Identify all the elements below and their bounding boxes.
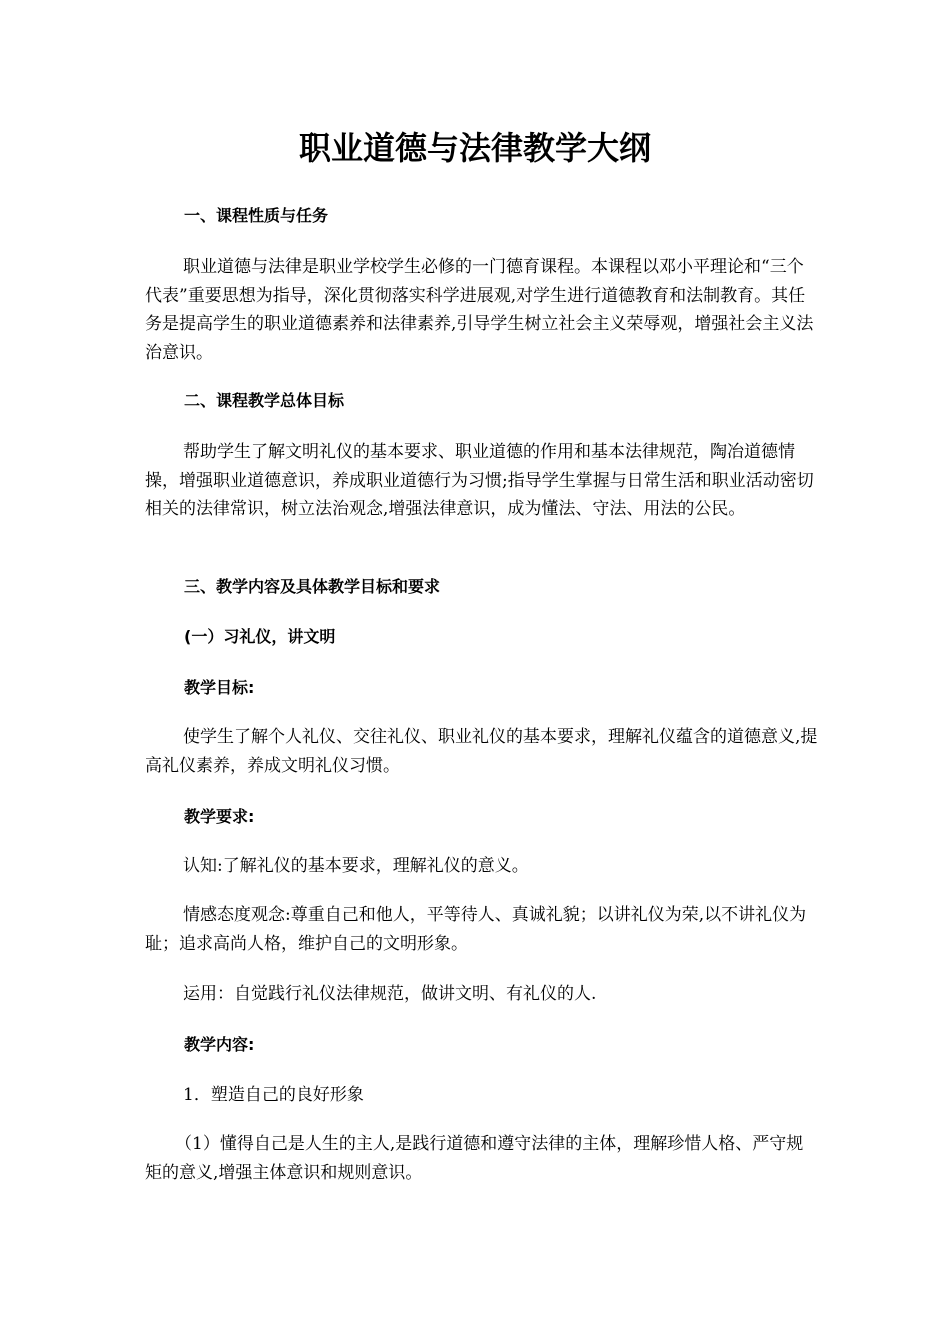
unit-heading-1: (一）习礼仪，讲文明 — [184, 627, 336, 646]
teaching-goal-label: 教学目标: — [184, 678, 255, 697]
teaching-content-label: 教学内容: — [184, 1035, 255, 1054]
section-heading-3: 三、教学内容及具体教学目标和要求 — [184, 577, 441, 596]
section-paragraph-1: 职业道德与法律是职业学校学生必修的一门德育课程。本课程以邓小平理论和“三个代表”重要思想为指导，深化贯彻落实科学进展观,对学生进行道德教育和法制教育。其任务是提高学生的职业道德素养和法律素养,引导学生树立社会主义荣辱观，增强社会主义法治意识。 — [145, 257, 814, 363]
content-item-1-1: （1）懂得自己是人生的主人,是践行道德和遵守法律的主体，理解珍惜人格、严守规矩的意义,增强主体意识和规则意识。 — [145, 1134, 804, 1183]
section-paragraph-2: 帮助学生了解文明礼仪的基本要求、职业道德的作用和基本法律规范，陶冶道德情操，增强职业道德意识，养成职业道德行为习惯;指导学生掌握与日常生活和职业活动密切相关的法律常识，树立法治观念,增强法律意识，成为懂法、守法、用法的公民。 — [145, 442, 814, 519]
content-item-1: 1．塑造自己的良好形象 — [183, 1085, 364, 1105]
document-title: 职业道德与法律教学大纲 — [298, 129, 651, 167]
requirement-apply: 运用：自觉践行礼仪法律规范，做讲文明、有礼仪的人. — [183, 984, 597, 1004]
section-heading-1: 一、课程性质与任务 — [184, 206, 329, 225]
section-heading-2: 二、课程教学总体目标 — [184, 391, 345, 410]
requirement-emotion: 情感态度观念:尊重自己和他人，平等待人、真诚礼貌；以讲礼仪为荣,以不讲礼仪为耻；追求高尚人格，维护自己的文明形象。 — [145, 905, 807, 954]
teaching-goal-paragraph: 使学生了解个人礼仪、交往礼仪、职业礼仪的基本要求，理解礼仪蕴含的道德意义,提高礼仪素养，养成文明礼仪习惯。 — [145, 727, 818, 776]
teaching-requirement-label: 教学要求: — [184, 807, 255, 826]
requirement-cognition: 认知:了解礼仪的基本要求，理解礼仪的意义。 — [183, 856, 529, 876]
